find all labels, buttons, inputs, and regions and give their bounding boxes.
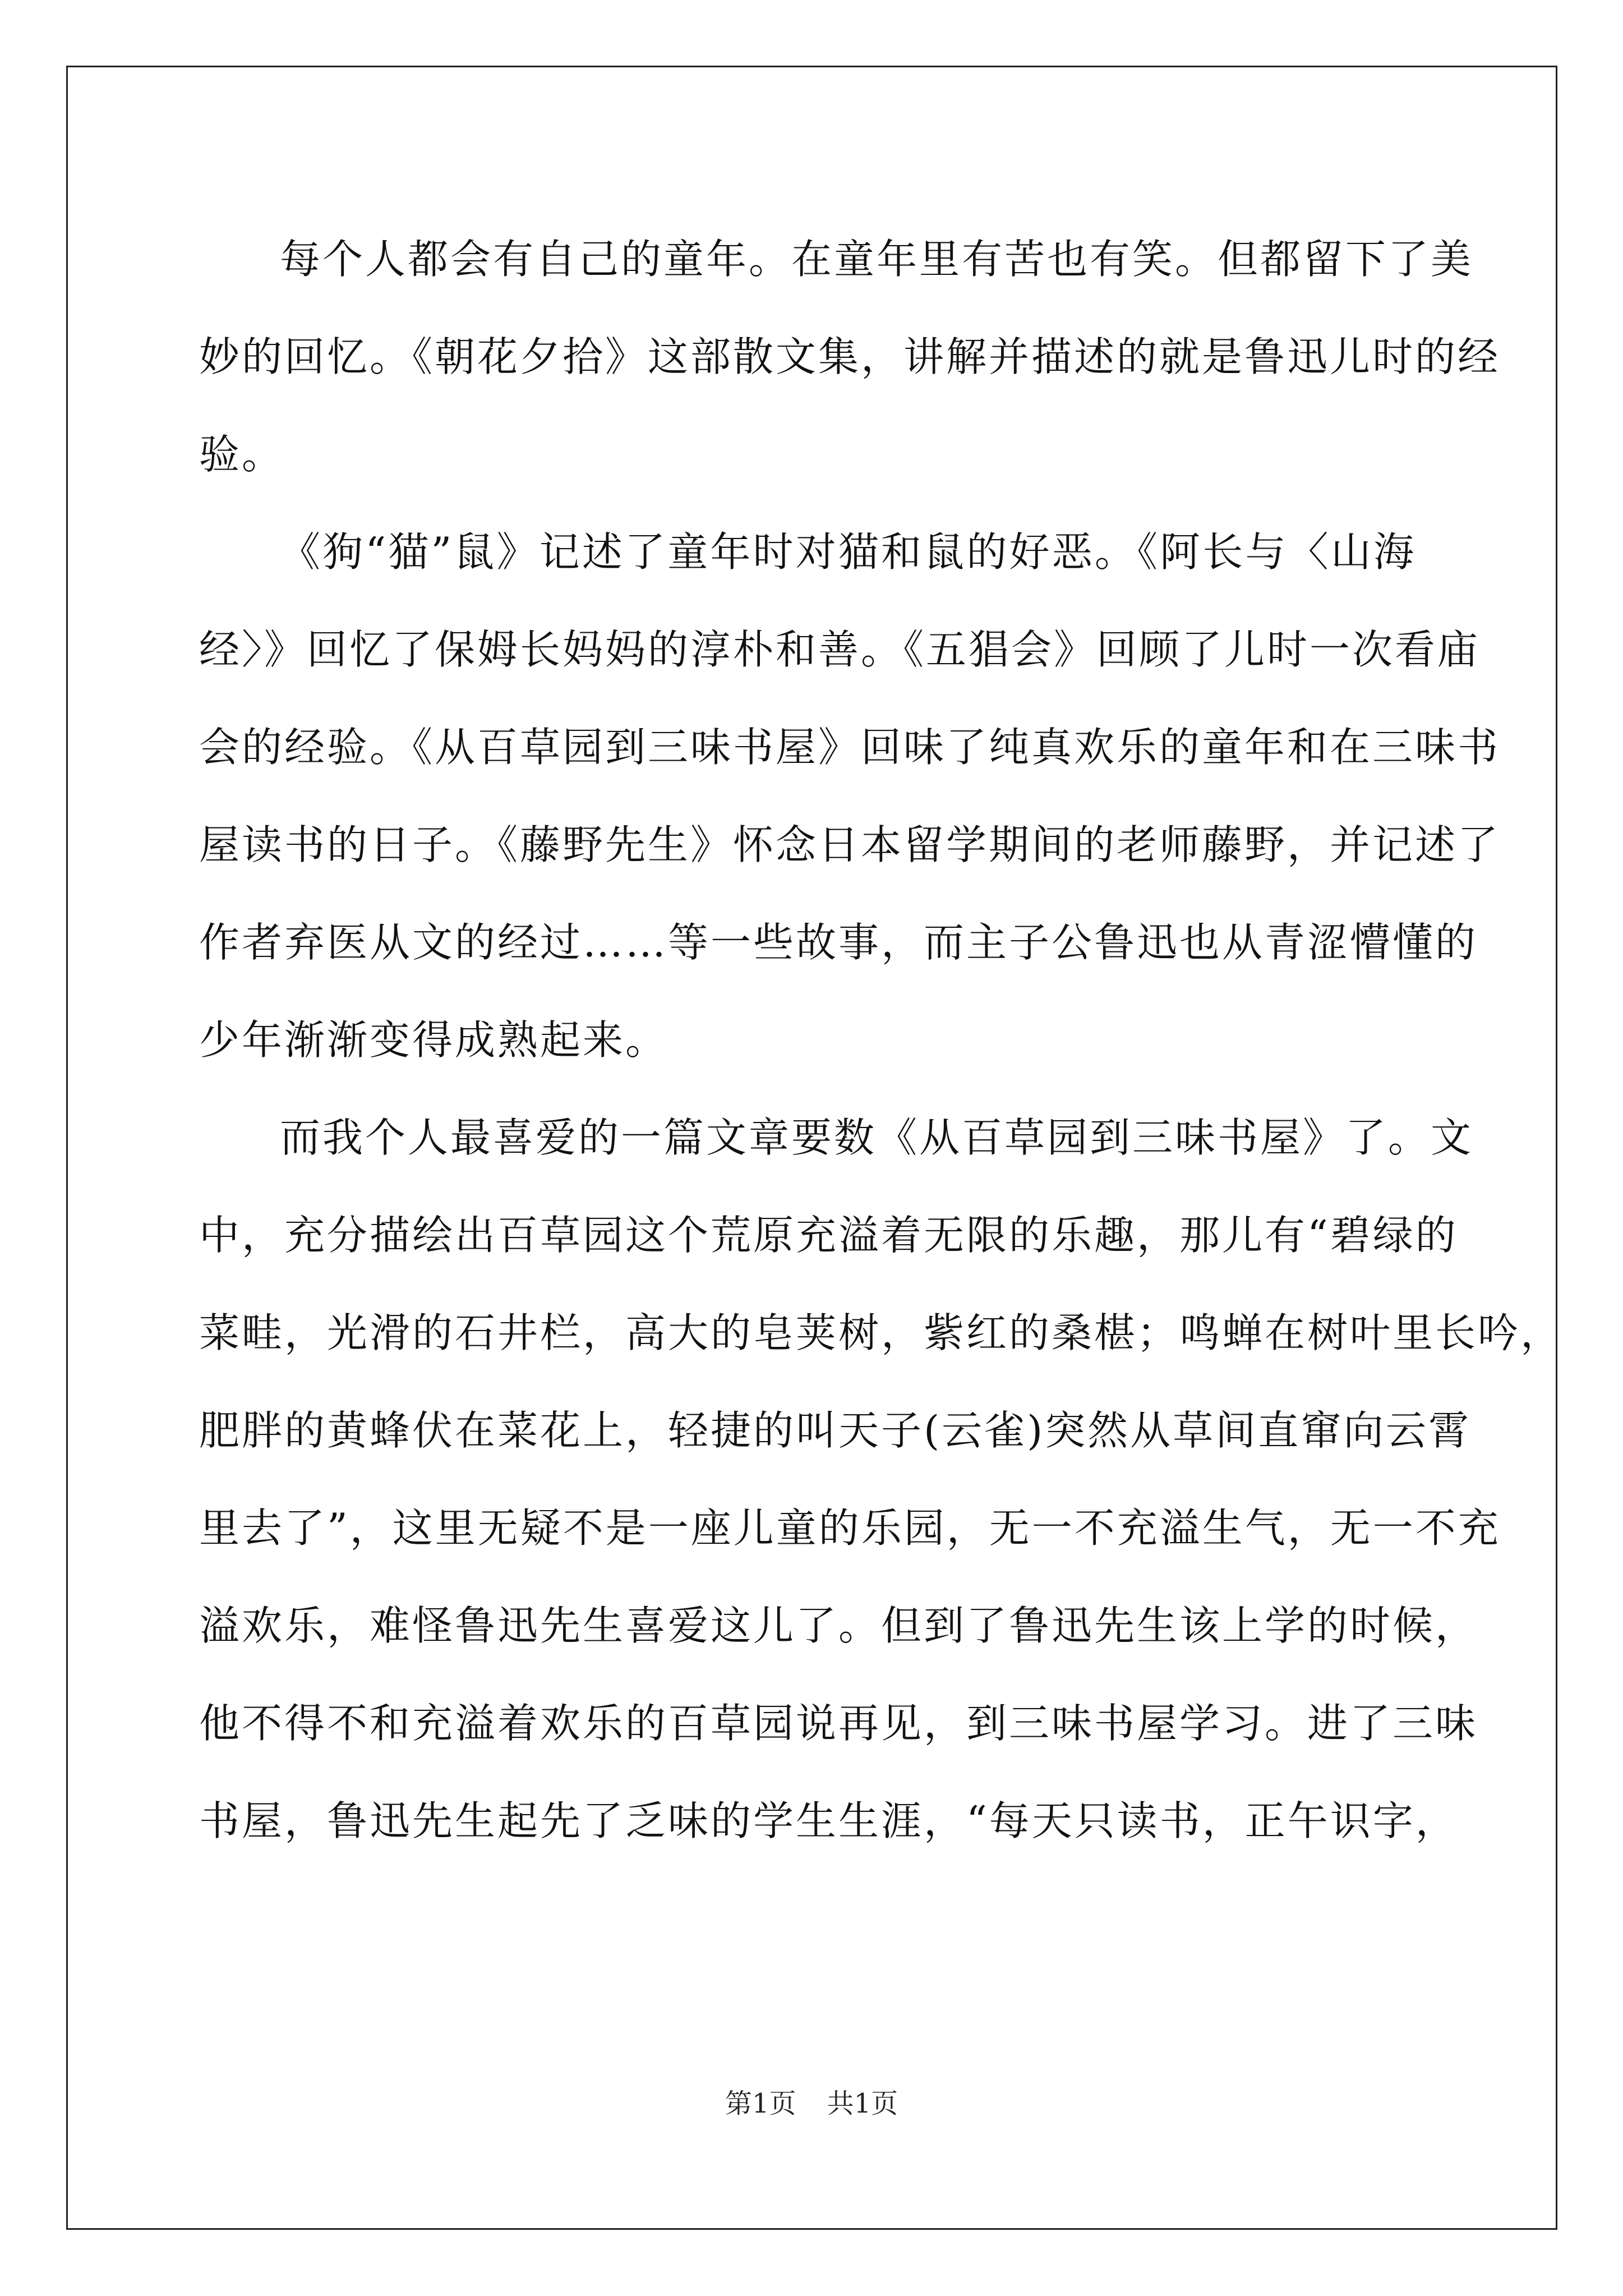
paragraph-2-line-1: 《狗“猫”鼠》记述了童年时对猫和鼠的好恶。《阿长与〈山海 <box>280 528 1416 576</box>
paragraph-1-line-3: 验。 <box>199 431 285 478</box>
paragraph-3-line-2: 中，充分描绘出百草园这个荒原充溢着无限的乐趣，那儿有“碧绿的 <box>199 1212 1458 1259</box>
paragraph-1-line-1: 每个人都会有自己的童年。在童年里有苦也有笑。但都留下了美 <box>280 236 1474 283</box>
paragraph-3-line-1: 而我个人最喜爱的一篇文章要数《从百草园到三味书屋》了。文 <box>280 1114 1474 1161</box>
paragraph-3-line-4: 肥胖的黄蜂伏在菜花上，轻捷的叫天子(云雀)突然从草间直窜向云霄 <box>199 1407 1472 1454</box>
paragraph-3-line-7: 他不得不和充溢着欢乐的百草园说再见，到三味书屋学习。进了三味 <box>199 1700 1478 1747</box>
page-number-current: 第1页 <box>725 2088 796 2119</box>
paragraph-1-line-2: 妙的回忆。《朝花夕拾》这部散文集，讲解并描述的就是鲁迅儿时的经 <box>199 333 1501 380</box>
paragraph-3-line-8: 书屋，鲁迅先生起先了乏味的学生生涯，“每天只读书，正午识字， <box>199 1797 1458 1844</box>
paragraph-2-line-4: 屋读书的日子。《藤野先生》怀念日本留学期间的老师藤野，并记述了 <box>199 821 1501 868</box>
paragraph-2-line-5: 作者弃医从文的经过……等一些故事，而主子公鲁迅也从青涩懵懂的 <box>199 919 1478 966</box>
paragraph-2-line-6: 少年渐渐变得成熟起来。 <box>199 1016 668 1064</box>
page-number-total: 共1页 <box>827 2088 898 2119</box>
paragraph-3-line-3: 菜畦，光滑的石井栏，高大的皂荚树，紫红的桑椹；鸣蝉在树叶里长吟， <box>199 1309 1564 1356</box>
paragraph-3-line-5: 里去了”，这里无疑不是一座儿童的乐园，无一不充溢生气，无一不充 <box>199 1504 1501 1552</box>
paragraph-2-line-3: 会的经验。《从百草园到三味书屋》回味了纯真欢乐的童年和在三味书 <box>199 724 1501 771</box>
page-footer <box>0 2087 1623 2120</box>
document-body <box>199 210 1564 1870</box>
paragraph-2-line-2: 经〉》回忆了保姆长妈妈的淳朴和善。《五猖会》回顾了儿时一次看庙 <box>199 626 1481 673</box>
paragraph-3-line-6: 溢欢乐，难怪鲁迅先生喜爱这儿了。但到了鲁迅先生该上学的时候， <box>199 1602 1478 1649</box>
